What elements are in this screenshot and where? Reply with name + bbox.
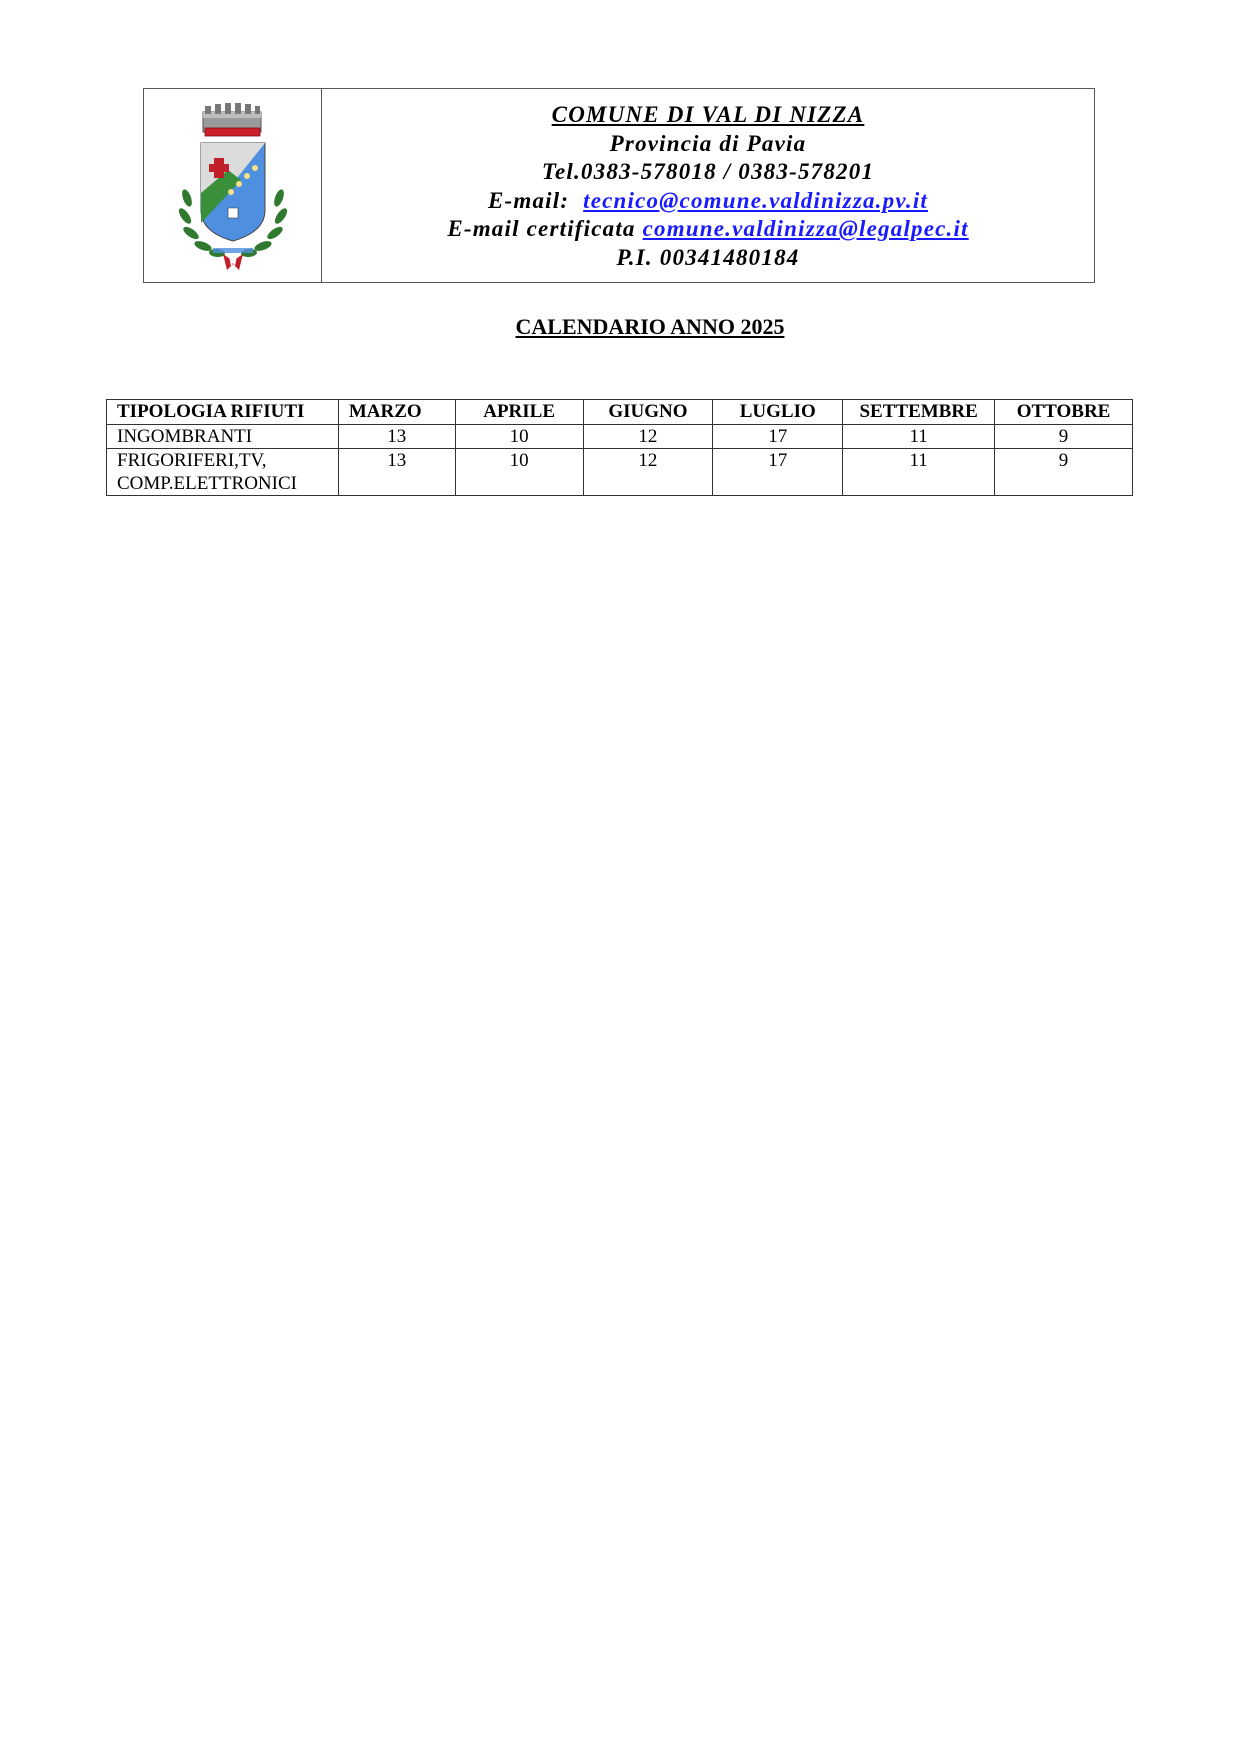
date-cell: 12 [583, 425, 713, 449]
column-header: APRILE [455, 400, 583, 425]
column-header: GIUGNO [583, 400, 713, 425]
calendar-table [106, 399, 1133, 496]
logo-cell [144, 89, 322, 282]
table-header-row [107, 400, 1133, 425]
date-cell: 10 [455, 425, 583, 449]
provincia: Provincia di Pavia [609, 130, 807, 156]
pec-line [447, 215, 968, 244]
date-cell: 9 [995, 449, 1133, 496]
date-cell: 11 [843, 449, 995, 496]
waste-type-line: COMP.ELETTRONICI [117, 473, 297, 494]
column-header: LUGLIO [713, 400, 843, 425]
date-cell: 9 [995, 425, 1133, 449]
column-header: MARZO [338, 400, 455, 425]
comune-name: COMUNE DI VAL DI NIZZA [551, 102, 865, 127]
email-label: E-mail: [487, 187, 570, 213]
ribbon-icon [213, 248, 253, 270]
date-cell: 13 [338, 425, 455, 449]
waste-type-cell [107, 449, 339, 496]
email-line [488, 187, 928, 216]
waste-type-cell: INGOMBRANTI [107, 425, 339, 449]
waste-type-line: FRIGORIFERI,TV, [117, 450, 267, 471]
date-cell: 10 [455, 449, 583, 496]
letterhead-info [322, 89, 1094, 282]
crown-icon [203, 103, 261, 136]
letterhead [143, 88, 1095, 283]
shield-icon [201, 143, 265, 241]
date-cell: 17 [713, 449, 843, 496]
column-header: OTTOBRE [995, 400, 1133, 425]
coat-of-arms-logo [173, 98, 293, 273]
column-header: SETTEMBRE [843, 400, 995, 425]
date-cell: 17 [713, 425, 843, 449]
date-cell: 11 [843, 425, 995, 449]
email-link[interactable]: tecnico@comune.valdinizza.pv.it [583, 187, 929, 213]
table-row [107, 449, 1133, 496]
document-title: CALENDARIO ANNO 2025 [515, 314, 785, 339]
date-cell: 12 [583, 449, 713, 496]
partita-iva: P.I. 00341480184 [616, 244, 800, 270]
telefono: Tel.0383-578018 / 0383-578201 [541, 159, 875, 184]
pec-label: E-mail certificata [447, 216, 636, 241]
date-cell: 13 [338, 449, 455, 496]
column-header: TIPOLOGIA RIFIUTI [107, 400, 339, 425]
table-row [107, 425, 1133, 449]
pec-link[interactable]: comune.valdinizza@legalpec.it [642, 216, 969, 241]
